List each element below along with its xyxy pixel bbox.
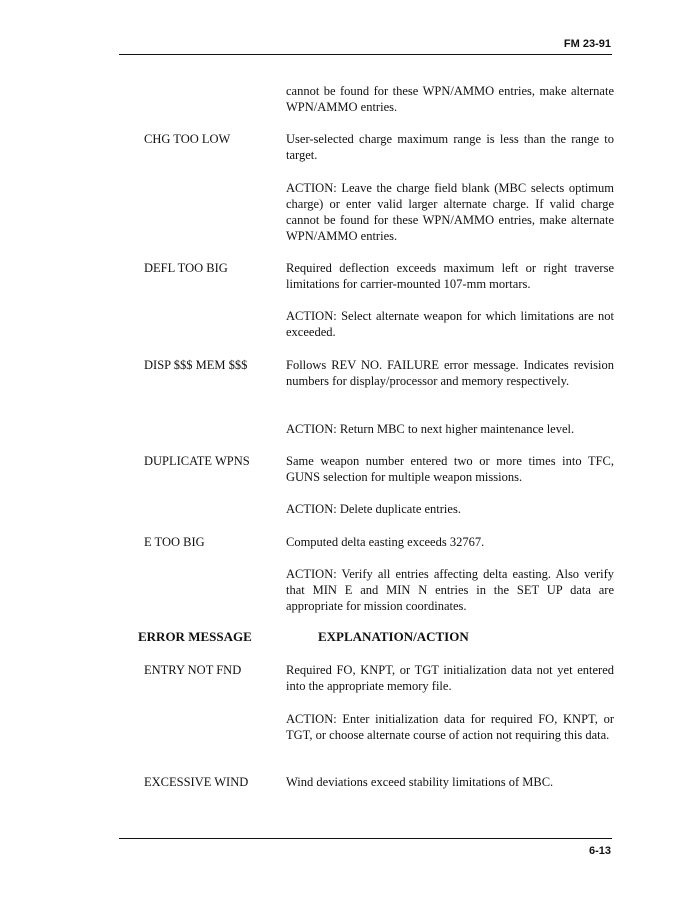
error-explanation: User-selected charge maximum range is less than the range to target. — [286, 132, 614, 162]
error-explanation: Follows REV NO. FAILURE error message. Indicates revision numbers for display/processor and memory respectively. — [286, 358, 614, 388]
error-term: ENTRY NOT FND — [144, 663, 242, 677]
error-explanation: Computed delta easting exceeds 32767. — [286, 535, 485, 549]
error-term: DUPLICATE WPNS — [144, 454, 250, 468]
error-action: ACTION: Leave the charge field blank (MBC selects optimum charge) or enter valid larger alternate charge. If valid charge cannot be found for these WPN/AMMO entries, make alternate WPN/AMMO entries. — [286, 181, 614, 243]
column-heading-explanation-action: EXPLANATION/ACTION — [318, 629, 469, 644]
intro-continuation: cannot be found for these WPN/AMMO entries, make alternate WPN/AMMO entries. — [286, 84, 614, 114]
running-header: FM 23-91 — [563, 38, 611, 50]
error-term: DEFL TOO BIG — [144, 261, 228, 275]
error-action: ACTION: Verify all entries affecting delta easting. Also verify that MIN E and MIN N entries in the SET UP data are appropriate for mission coordinates. — [286, 567, 614, 613]
header-rule — [119, 54, 612, 55]
error-term: EXCESSIVE WIND — [144, 775, 249, 789]
footer-rule — [119, 838, 612, 839]
error-action: ACTION: Enter initialization data for required FO, KNPT, or TGT, or choose alternate course of action not requiring this data. — [286, 712, 614, 742]
error-term: CHG TOO LOW — [144, 132, 231, 146]
error-explanation: Required deflection exceeds maximum left or right traverse limitations for carrier-mounted 107-mm mortars. — [286, 261, 614, 291]
error-action: ACTION: Return MBC to next higher maintenance level. — [286, 422, 575, 436]
error-explanation: Required FO, KNPT, or TGT initialization data not yet entered into the appropriate memory file. — [286, 663, 614, 693]
error-action: ACTION: Delete duplicate entries. — [286, 502, 461, 516]
error-explanation: Wind deviations exceed stability limitations of MBC. — [286, 775, 554, 789]
error-explanation: Same weapon number entered two or more times into TFC, GUNS selection for multiple weapon missions. — [286, 454, 614, 484]
error-term: E TOO BIG — [144, 535, 205, 549]
error-action: ACTION: Select alternate weapon for which limitations are not exceeded. — [286, 309, 614, 339]
column-heading-error-message: ERROR MESSAGE — [138, 629, 252, 644]
error-term: DISP $$$ MEM $$$ — [144, 358, 248, 372]
page-number: 6-13 — [588, 845, 611, 857]
